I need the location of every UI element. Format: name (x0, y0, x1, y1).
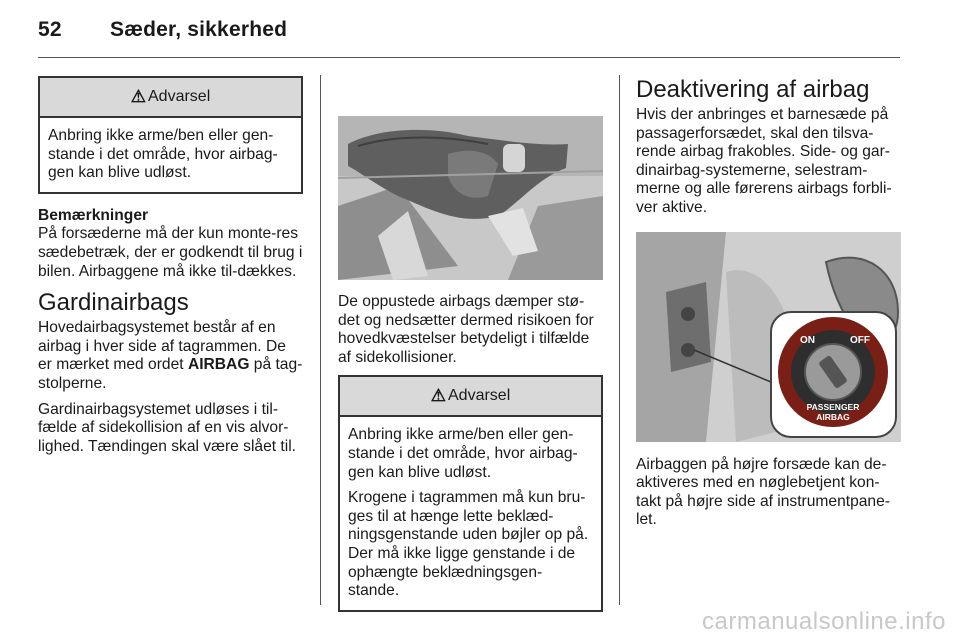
warning-header (40, 78, 301, 118)
column-2 (338, 76, 603, 612)
warning-triangle-icon: ⚠ (130, 86, 146, 106)
column-divider-1 (320, 75, 321, 605)
notes-text: På forsæderne må der kun monte-res sædebetræk, der er godkendt til brug i bilen. Airbaggene må ikke til-dækkes. (38, 225, 303, 280)
paragraph-1-text: Hovedairbagsystemet består af en airbag i hver side af tagrammen. De er mærket med ordet (38, 319, 286, 374)
notes-heading: Bemærkninger (38, 206, 149, 224)
warning-box (38, 76, 303, 194)
switch-label-line1: PASSENGER (806, 401, 860, 412)
section-title: Sæder, sikkerhed (110, 18, 288, 41)
warning-body-2 (340, 417, 601, 609)
column-divider-2 (619, 75, 620, 605)
warning-text: Anbring ikke arme/ben eller gen-stande i det område, hvor airbag-gen kan blive udløst. (48, 127, 278, 182)
deactivation-heading: Deaktivering af airbag (636, 76, 870, 103)
paragraph-1-text-end: på tag-stolperne. (38, 356, 303, 392)
warning-header-2 (340, 377, 601, 417)
column-3 (636, 76, 901, 530)
airbag-term: AIRBAG (187, 356, 250, 374)
column-1 (38, 76, 303, 456)
warning-text-2b: Krogene i tagrammen må kun bru-ges til at hænge lette beklæd-ningsgenstande uden bøjler op på. Der må ikke ligge genstande i de ophængte beklædningsgen-stande. (348, 489, 589, 600)
paragraph-2: Gardinairbagsystemet udløses i til-fælde af sidekollision af en vis alvor-lighed. Tændingen skal være slået til. (38, 400, 297, 455)
illustration-caption: De oppustede airbags dæmper stø-det og nedsætter dermed risikoen for hovedkvæstelser betydeligt i tilfælde af sidekollisioner. (338, 293, 594, 366)
warning-triangle-icon: ⚠ (430, 386, 446, 406)
page-number: 52 (38, 18, 62, 41)
section-heading: Gardinairbags (38, 289, 189, 317)
watermark: carmanualsonline.info (702, 608, 946, 635)
switch-label-line2: AIRBAG (816, 411, 850, 422)
deactivation-intro: Hvis der anbringes et barnesæde på passagerforsædet, skal den tilsva-rende airbag frakobles. Side- og gar-dinairbag-systemerne, selestram-merne og alle førerens airbags forbli-ver aktive. (636, 106, 892, 216)
switch-off-label: OFF (850, 334, 870, 346)
notes (38, 207, 303, 281)
warning-body (40, 118, 301, 192)
header-rule (38, 57, 900, 58)
switch-caption: Airbaggen på højre forsæde kan de-aktiveres med en nøglebetjent kon-takt på højre side af instrumentpane-let. (636, 455, 890, 529)
paragraph-1 (38, 319, 303, 393)
airbag-switch-illustration (636, 232, 901, 442)
page-header (38, 18, 287, 42)
switch-on-label: ON (800, 334, 815, 346)
warning-text-2a: Anbring ikke arme/ben eller gen-stande i det område, hvor airbag-gen kan blive udløst. (348, 426, 578, 481)
warning-title-2: Advarsel (448, 387, 511, 405)
warning-box-2 (338, 375, 603, 611)
curtain-airbag-illustration (338, 116, 603, 280)
warning-title: Advarsel (148, 87, 211, 105)
